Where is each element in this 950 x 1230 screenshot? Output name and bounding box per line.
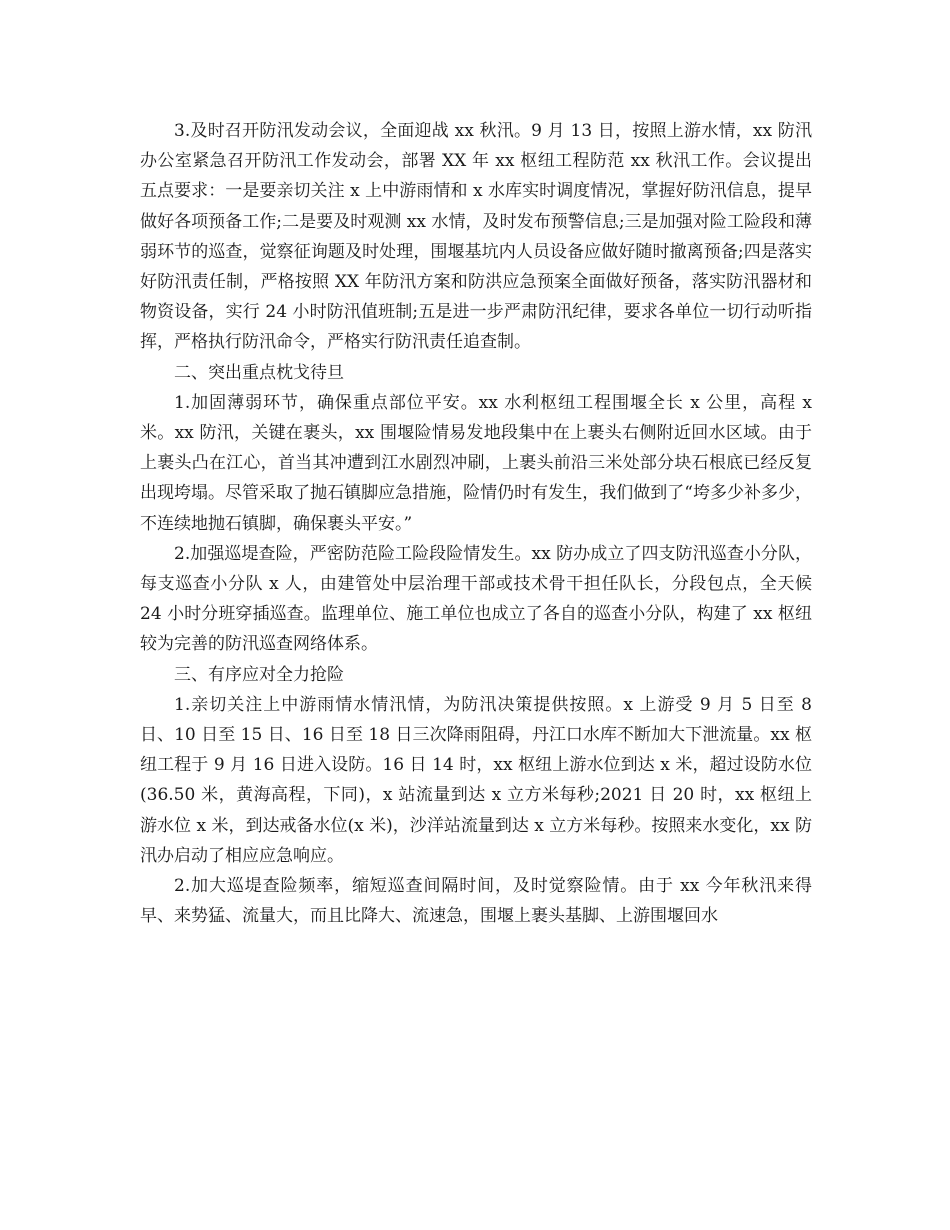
document-body — [140, 116, 812, 931]
paragraph-monitor-rainfall: 1.亲切关注上中游雨情水情汛情，为防汛决策提供按照。x 上游受 9 月 5 日至 8 日、10 日至 15 日、16 日至 18 日三次降雨阻碍，丹江口水库不断加大下泄流量。xx 枢纽工程于 9 月 16 日进入设防。16 日 14 时，xx 枢纽上游水位到达 x 米，超过设防水位(36.50 米，黄海高程，下同)，x 站流量到达 x 立方米每秒;2021 日 20 时，xx 枢纽上游水位 x 米，到达戒备水位(x 米)，沙洋站流量到达 x 立方米每秒。按照来水变化，xx 防汛办启动了相应应急响应。 — [140, 694, 812, 866]
paragraph-flood-meeting: 3.及时召开防汛发动会议，全面迎战 xx 秋汛。9 月 13 日，按照上游水情，xx 防汛办公室紧急召开防汛工作发动会，部署 XX 年 xx 枢纽工程防范 xx 秋汛工作。会议提出五点要求：一是要亲切关注 x 上中游雨情和 x 水库实时调度情况，掌握好防汛信息，提早做好各项预备工作;二是要及时观测 xx 水情，及时发布预警信息;三是加强对险工险段和薄弱环节的巡查，觉察征询题及时处理，围堰基坑内人员设备应做好随时撤离预备;四是落实好防汛责任制，严格按照 XX 年防汛方案和防洪应急预案全面做好预备，落实防汛器材和物资设备，实行 24 小时防汛值班制;五是进一步严肃防汛纪律，要求各单位一切行动听指挥，严格执行防汛命令，严格实行防汛责任追查制。 — [140, 121, 812, 353]
paragraph-reinforce-weak-links: 1.加固薄弱环节，确保重点部位平安。xx 水利枢纽工程围堰全长 x 公里，高程 x 米。xx 防汛，关键在裹头，xx 围堰险情易发地段集中在上裹头右侧附近回水区域。由于上裹头凸在江心，首当其冲遭到江水剧烈冲刷，上裹头前沿三米处部分块石根底已经反复出现垮塌。尽管采取了抛石镇脚应急措施，险情仍时有发生，我们做到了“垮多少补多少，不连续地抛石镇脚，确保裹头平安。” — [140, 392, 812, 534]
paragraph-patrol-frequency: 2.加大巡堤查险频率，缩短巡查间隔时间，及时觉察险情。由于 xx 今年秋汛来得早、来势猛、流量大，而且比降大、流速急，围堰上裹头基脚、上游围堰回水 — [140, 876, 812, 927]
section-heading-focus: 二、突出重点枕戈待旦 — [174, 362, 344, 383]
paragraph-levee-patrol: 2.加强巡堤查险，严密防范险工险段险情发生。xx 防办成立了四支防汛巡查小分队，每支巡查小分队 x 人，由建管处中层治理干部或技术骨干担任队长，分段包点，全天候 24 小时分班穿插巡查。监理单位、施工单位也成立了各自的巡查小分队，构建了 xx 枢纽较为完善的防汛巡查网络体系。 — [140, 543, 812, 655]
section-heading-rescue: 三、有序应对全力抢险 — [174, 664, 344, 685]
